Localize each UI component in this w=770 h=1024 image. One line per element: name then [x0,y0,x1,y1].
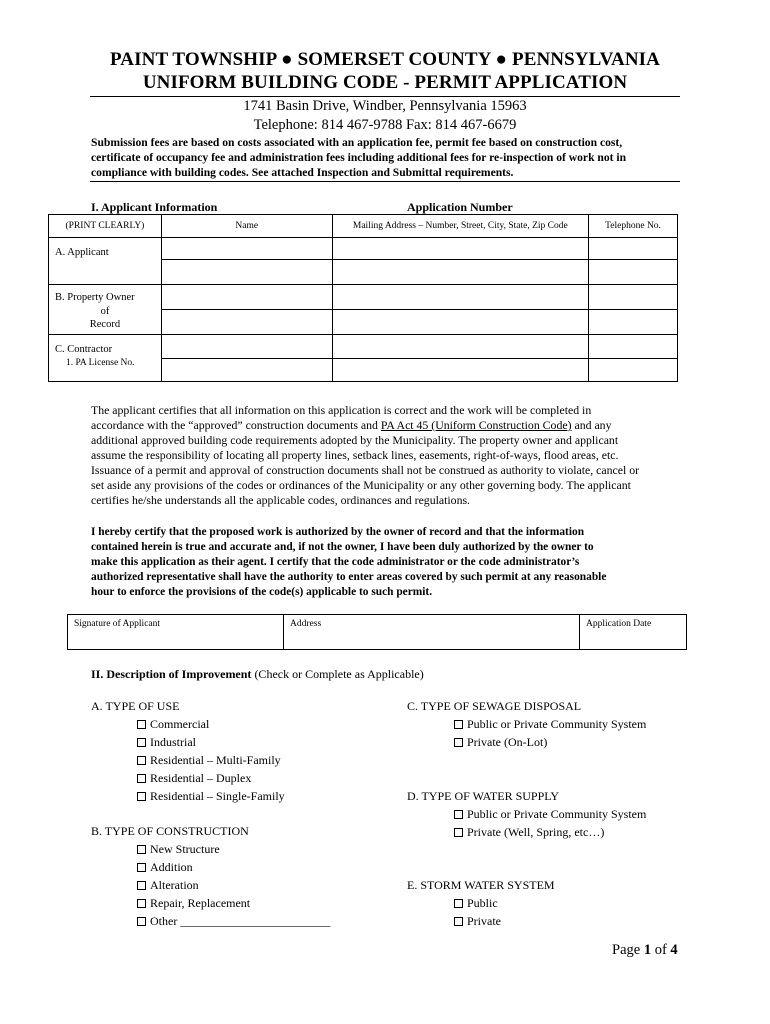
contractor-address-field-2[interactable] [332,359,589,382]
option-label: Residential – Multi-Family [150,753,281,767]
checkbox-icon[interactable] [137,863,146,872]
sewage-disposal-options [454,715,646,751]
contractor-label: C. Contractor [55,344,113,355]
of-word: of [651,942,671,958]
fee-note-line: compliance with building codes. See attached Inspection and Submittal requirements. [91,166,514,179]
checkbox-icon[interactable] [454,810,463,819]
applicant-address-field-2[interactable] [332,260,589,285]
checkbox-option[interactable] [454,733,646,751]
contractor-name-field[interactable] [161,335,332,359]
option-label: Public or Private Community System [467,807,647,821]
paragraph-line: Issuance of a permit and approval of construction documents shall not be construed as authority to violate, cancel or [91,463,640,477]
township-address: 1741 Basin Drive, Windber, Pennsylvania 15963 [243,98,527,114]
checkbox-option[interactable] [454,912,501,930]
checkbox-option[interactable] [137,715,285,733]
paragraph-line: The applicant certifies that all information on this application is correct and the work will be completed in [91,403,592,417]
option-label: Other _________________________ [150,914,331,928]
checkbox-icon[interactable] [137,845,146,854]
current-page: 1 [643,942,652,958]
checkbox-option[interactable] [454,894,501,912]
pa-license-label: 1. PA License No. [66,357,135,368]
type-of-use-heading: A. TYPE OF USE [91,699,180,713]
checkbox-option[interactable] [137,787,285,805]
fee-note [91,135,691,180]
table-row [49,285,678,310]
checkbox-option[interactable] [137,751,285,769]
owner-label-line: of [100,305,110,317]
paragraph-line: additional approved building code requirements adopted by the Municipality. The property owner and applicant [91,433,619,447]
table-row [49,238,678,260]
checkbox-icon[interactable] [137,917,146,926]
option-label: Industrial [150,735,196,749]
applicant-certification-paragraph [91,403,683,508]
checkbox-icon[interactable] [454,720,463,729]
page-title: PAINT TOWNSHIP ● SOMERSET COUNTY ● PENNSYLVANIA [110,49,660,70]
section2-heading [91,667,424,682]
page-word: Page [612,942,644,958]
applicant-name-field[interactable] [161,238,332,260]
fee-note-line: Submission fees are based on costs associated with an application fee, permit fee based on construction cost, [91,136,623,149]
address-label: Address [290,619,322,629]
option-label: Private (Well, Spring, etc…) [467,825,605,839]
checkbox-icon[interactable] [137,792,146,801]
application-date-field[interactable] [580,615,686,649]
option-label: Residential – Duplex [150,771,252,785]
header-rule [90,96,680,97]
option-label: Private [467,914,501,928]
storm-water-heading: E. STORM WATER SYSTEM [407,878,555,892]
page-number [612,942,678,959]
table-row [49,335,678,359]
checkbox-option[interactable] [454,805,646,823]
checkbox-icon[interactable] [137,756,146,765]
applicant-info-table [48,214,678,382]
paragraph-line [91,418,683,433]
row-label-contractor [49,335,162,382]
checkbox-option[interactable] [137,894,330,912]
paragraph-text: accordance with the “approved” construction documents and [91,418,381,432]
option-label: Public or Private Community System [467,717,647,731]
section2-heading-bold: II. Description of Improvement [91,667,252,681]
signature-label: Signature of Applicant [74,619,161,629]
paragraph-line: certifies he/she understands all the applicable codes, ordinances and regulations. [91,493,471,507]
owner-authorization-statement [91,525,691,600]
water-supply-heading: D. TYPE OF WATER SUPPLY [407,789,560,803]
column-header: Telephone No. [589,215,678,238]
checkbox-icon[interactable] [137,738,146,747]
pa-act-45-link[interactable]: PA Act 45 (Uniform Construction Code) [380,418,572,432]
checkbox-icon[interactable] [454,738,463,747]
contractor-license-field[interactable] [161,359,332,382]
owner-label-line: B. Property Owner [55,292,135,303]
contractor-phone-field[interactable] [589,335,678,359]
checkbox-icon[interactable] [137,899,146,908]
owner-name-field[interactable] [161,285,332,310]
owner-phone-field[interactable] [589,285,678,310]
applicant-phone-field-2[interactable] [589,260,678,285]
owner-phone-field-2[interactable] [589,310,678,335]
statement-line: I hereby certify that the proposed work is authorized by the owner of record and that the information [91,526,585,538]
owner-address-field[interactable] [332,285,589,310]
fee-note-line: certificate of occupancy fee and administration fees including additional fees for re-inspection of work not in [91,151,627,164]
row-label-applicant: A. Applicant [49,238,162,285]
statement-line: make this application as their agent. I certify that the code administrator or the code administrator’s [91,556,580,568]
township-phone-fax: Telephone: 814 467-9788 Fax: 814 467-6679 [253,117,517,133]
checkbox-option[interactable] [137,912,330,930]
checkbox-icon[interactable] [454,828,463,837]
table-header-row [49,215,678,238]
checkbox-option[interactable] [137,733,285,751]
checkbox-icon[interactable] [137,881,146,890]
checkbox-icon[interactable] [454,917,463,926]
statement-line: hour to enforce the provisions of the code(s) applicable to such permit. [91,586,433,598]
applicant-address-field[interactable] [332,238,589,260]
column-header: (PRINT CLEARLY) [49,215,162,238]
owner-name-field-2[interactable] [161,310,332,335]
option-label: Repair, Replacement [150,896,251,910]
checkbox-icon[interactable] [454,899,463,908]
statement-line: authorized representative shall have the authority to enter areas covered by such permit at any reasonable [91,571,607,583]
type-of-construction-heading: B. TYPE OF CONSTRUCTION [91,824,249,838]
statement-line: contained herein is true and accurate and, if not the owner, I have been duly authorized by the owner to [91,541,594,553]
checkbox-option[interactable] [137,769,285,787]
contractor-address-field[interactable] [332,335,589,359]
applicant-name-field-2[interactable] [161,260,332,285]
owner-address-field-2[interactable] [332,310,589,335]
option-label: Private (On-Lot) [467,735,548,749]
total-pages: 4 [670,942,678,958]
sewage-disposal-heading: C. TYPE OF SEWAGE DISPOSAL [407,699,582,713]
contractor-phone-field-2[interactable] [589,359,678,382]
water-supply-options [454,805,646,841]
checkbox-option[interactable] [137,858,330,876]
type-of-construction-options [137,840,330,930]
column-header: Mailing Address – Number, Street, City, State, Zip Code [332,215,589,238]
checkbox-option[interactable] [454,715,646,733]
application-number-label: Application Number [407,200,513,214]
option-label: Commercial [150,717,210,731]
checkbox-option[interactable] [454,823,646,841]
row-label-property-owner [49,285,162,335]
option-label: Addition [150,860,193,874]
owner-label-line: Record [89,319,121,330]
checkbox-icon[interactable] [137,720,146,729]
section2-heading-note: (Check or Complete as Applicable) [251,667,424,681]
checkbox-option[interactable] [137,876,330,894]
column-header: Name [161,215,332,238]
fee-note-rule [90,181,680,182]
option-label: Public [467,896,498,910]
applicant-phone-field[interactable] [589,238,678,260]
paragraph-line: set aside any provisions of the codes or ordinances of the Municipality or any other governing body. The applicant [91,478,631,492]
application-date-label: Application Date [586,619,652,629]
checkbox-option[interactable] [137,840,330,858]
signature-address-field[interactable] [284,615,580,649]
form-title: UNIFORM BUILDING CODE - PERMIT APPLICATION [142,72,628,93]
option-label: New Structure [150,842,220,856]
option-label: Residential – Single-Family [150,789,285,803]
section1-heading: I. Applicant Information [91,200,218,214]
paragraph-line: assume the responsibility of locating all property lines, setback lines, easements, right-of-ways, flood areas, etc. [91,448,619,462]
option-label: Alteration [150,878,199,892]
storm-water-options [454,894,501,930]
signature-field[interactable] [68,615,284,649]
checkbox-icon[interactable] [137,774,146,783]
paragraph-text: and any [571,418,612,432]
type-of-use-options [137,715,285,805]
signature-box [67,614,687,650]
